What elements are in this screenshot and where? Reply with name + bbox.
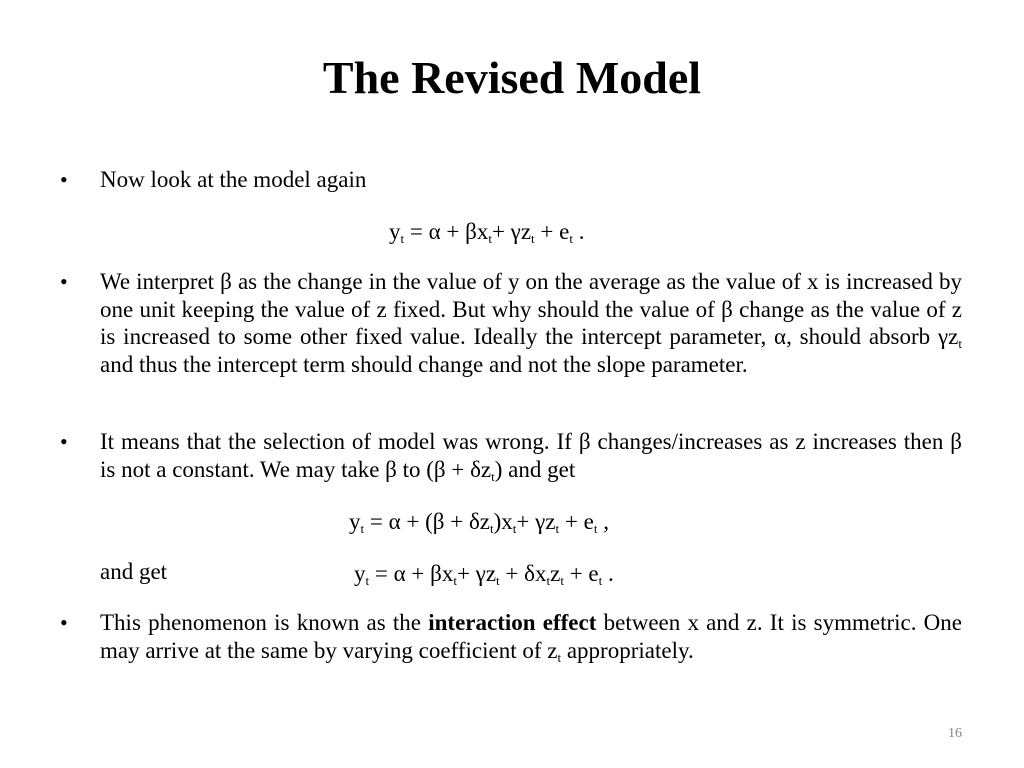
bullet-text-1: Now look at the model again	[100, 167, 367, 192]
interaction-effect-term: interaction effect	[428, 610, 597, 635]
slide-title: The Revised Model	[322, 52, 702, 103]
equation-varying-beta: $y_t = \alpha + (\beta + \delta z_t)x_t+ \gamma z_t + e_t$ ,	[349, 509, 609, 536]
bullet-dot: •	[60, 429, 68, 454]
bullet-dot: •	[60, 167, 68, 192]
bullet-text-4: This phenomenon is known as the interaction effect between x and z. It is symmetric. One may arrive at the same by varying coefficient of $z_t$ appropriately.	[100, 610, 963, 665]
bullet-dot: •	[60, 610, 68, 635]
page-number: 16	[948, 726, 962, 741]
bullet-text-2: We interpret β as the change in the value of y on the average as the value of x is increased by one unit keeping the value of z fixed. But why should the value of β change as the value of z is increased to some other fixed value. Ideally the intercept parameter, α, should absorb $\gamma z_t$ and thus the intercept term should change and not the slope parameter.	[100, 269, 962, 377]
and-get-label: and get	[100, 559, 168, 584]
bullet-dot: •	[60, 269, 68, 294]
equation-interaction: $y_t = \alpha + \beta x_t+ \gamma z_t + \delta x_tz_t + e_t$ .	[354, 561, 614, 588]
bullet-text-3: It means that the selection of model was wrong. If β changes/increases as z increases then β is not a constant. We may take β to $(\beta + \delta z_t)$ and get	[100, 429, 962, 484]
equation-model: $y_t = \alpha + \beta x_t+ \gamma z_t + e_t$ .	[389, 219, 585, 246]
